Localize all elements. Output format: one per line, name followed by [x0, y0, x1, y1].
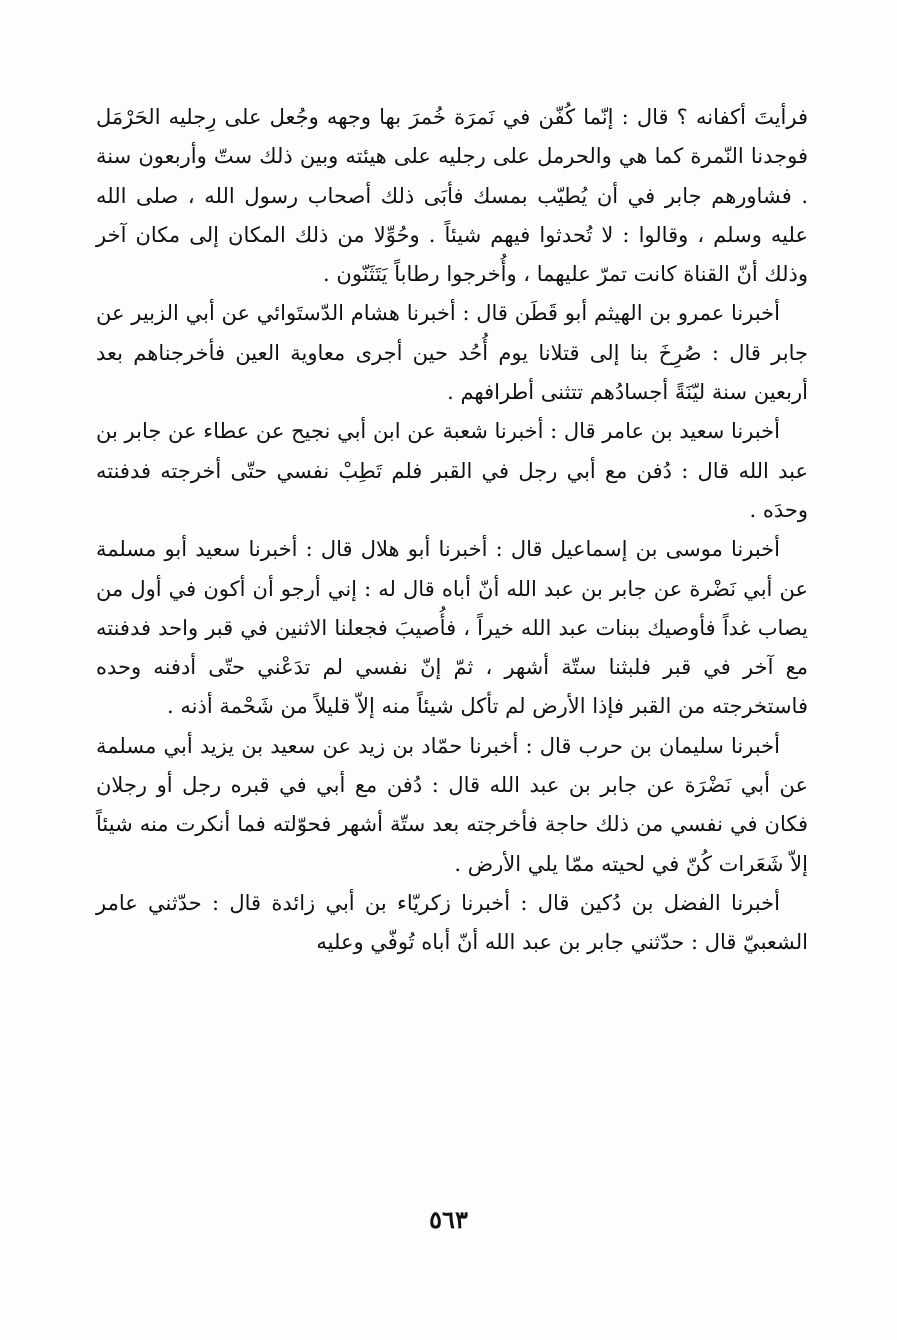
paragraph-narration: أخبرنا عمرو بن الهيثم أبو قَطَن قال : أخبرنا هشام الدّستَوائي عن أبي الزبير عن جابر قال : صُرِخَ بنا إلى قتلانا يوم أُحُد حين أجرى معاوية العين فأخرجناهم بعد أربعين سنة ليّنَةً أجسادُهم تتثنى أطرافهم .	[96, 301, 808, 405]
page-number: ٥٦٣	[429, 1205, 468, 1234]
paragraph-narration: أخبرنا سعيد بن عامر قال : أخبرنا شعبة عن ابن أبي نجيح عن عطاء عن جابر بن عبد الله قال : دُفن مع أبي رجل في القبر فلم تَطِبْ نفسي حتّى أخرجته فدفنته وحدَه .	[96, 419, 808, 522]
paragraph-narration: أخبرنا موسى بن إسماعيل قال : أخبرنا أبو هلال قال : أخبرنا سعيد أبو مسلمة عن أبي نَضْرة عن جابر بن عبد الله أنّ أباه قال له : إني أرجو أن أكون في أول من يصاب غداً فأوصيك ببنات عبد الله خيراً ، فأُصيبَ فجعلنا الاثنين في قبر واحد فدفنته مع آخر في قبر فلبثنا ستّة أشهر ، ثمّ إنّ نفسي لم تدَعْني حتّى أدفنه وحده فاستخرجته من القبر فإذا الأرض لم تأكل شيئاً منه إلاّ قليلاً من شَحْمة أذنه .	[96, 537, 808, 719]
paragraph-narration: أخبرنا الفضل بن دُكين قال : أخبرنا زكريّاء بن أبي زائدة قال : حدّثني عامر الشعبيّ قال : حدّثني جابر بن عبد الله أنّ أباه تُوفّي وعليه	[96, 890, 808, 955]
paragraph-narration: أخبرنا سليمان بن حرب قال : أخبرنا حمّاد بن زيد عن سعيد بن يزيد أبي مسلمة عن أبي نَضْرَة عن جابر بن عبد الله قال : دُفن مع أبي في قبره رجل أو رجلان فكان في نفسي من ذلك حاجة فأخرجته بعد ستّة أشهر فحوّلته فما أنكرت منه شيئاً إلاّ شَعَرات كُنّ في لحيته ممّا يلي الأرض .	[96, 733, 808, 876]
paragraph-continuation: فرأيتَ أكفانه ؟ قال : إنّما كُفّن في نَمرَة خُمرَ بها وجهه وجُعل على رِجليه الحَرْمَل فوجدنا النّمرة كما هي والحرمل على رجليه على هيئته وبين ذلك ستّ وأربعون سنة . فشاورهم جابر في أن يُطيّب بمسك فأبَى ذلك أصحاب رسول الله ، صلى الله عليه وسلم ، وقالوا : لا تُحدثوا فيهم شيئاً . وحُوِّلا من ذلك المكان إلى مكان آخر وذلك أنّ القناة كانت تمرّ عليهما ، وأُخرجوا رطاباً يَتَثَنّون .	[96, 105, 808, 287]
page-body	[96, 98, 808, 963]
